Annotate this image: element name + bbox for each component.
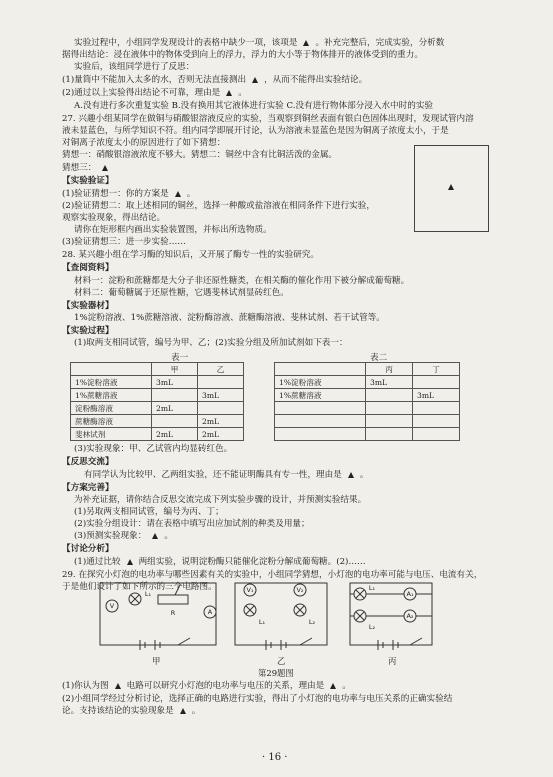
circuit-symbol-label: A [207, 608, 213, 616]
text-line: 1%淀粉溶液、1%蔗糖溶液、淀粉酶溶液、蔗糖酶溶液、斐林试剂、若干试管等。 [74, 313, 385, 323]
figure-caption: 第29题图 [258, 668, 294, 678]
section-heading: 【讨论分析】 [62, 544, 114, 554]
text-line: 材料一：淀粉和蔗糖都是大分子非还原性糖类，在相关酶的催化作用下被分解成葡萄糖。 [74, 276, 410, 286]
text-line: (2)验证猜想二：取上述相同的铜丝，选择一种酸或盐溶液在相同条件下进行实验， [62, 201, 375, 211]
page-number: · 16 · [262, 752, 288, 763]
text-line: (2)通过以上实验得出结论不可靠，理由是 。 [62, 88, 247, 98]
text-line: (3)验证猜想三：进一步实验…… [62, 237, 186, 247]
switch-icon [178, 638, 190, 645]
table-row: 淀粉酶溶液 2mL [71, 402, 244, 415]
rheostat-icon [158, 595, 188, 604]
switch-icon [300, 638, 312, 645]
text-line: 猜想一：硝酸银溶液浓度不够大。猜想二：铜丝中含有比铜活泼的金属。 [62, 150, 338, 160]
circuit-symbol-label: L₁ [144, 590, 152, 598]
table-row: 蔗糖酶溶液 2mL [71, 415, 244, 428]
circuit-symbol-label: V₁ [246, 586, 254, 594]
table-row: 斐林试剂 2mL 2mL [71, 428, 244, 441]
answer-blank-icon [180, 708, 186, 714]
text-line: (1)你认为图 电路可以研究小灯泡的电功率与电压的关系，理由是 。 [62, 681, 351, 691]
circuit-symbol-label: V₂ [296, 586, 304, 594]
switch-icon [410, 638, 422, 645]
circuit-symbol-label: L₁ [258, 618, 266, 626]
answer-blank-icon [115, 683, 121, 689]
text-line: (1)验证猜想一：你的方案是 。 [62, 189, 196, 199]
section-heading: 【查阅资料】 [62, 263, 114, 273]
text-line: 为补充证据，请你结合反思交流完成下列实验步骤的设计，并预测实验结果。 [74, 495, 367, 505]
table-row: 1%淀粉溶液 3mL [275, 376, 460, 389]
figure-label: 丙 [388, 656, 397, 666]
text-line: (3)实验现象：甲、乙试管内均显砖红色。 [74, 444, 233, 454]
text-line: (2)实验分组设计：请在表格中填写出应加试剂的种类及用量； [74, 519, 310, 529]
text-line: 对铜离子浓度太小的原因进行了如下猜想： [62, 138, 226, 148]
text-line: (1)取两支相同试管，编号为甲、乙；(2)实验分组及所加试剂如下表一： [74, 338, 348, 348]
question-29: 29. 在探究小灯泡的电功率与哪些因素有关的实验中，小组同学猜想，小灯泡的电功率可能与电压、电流有关， [62, 570, 483, 580]
text-line: 实验后，该组同学进行了反思： [74, 62, 195, 72]
text-line: (1)通过比较 两组实验，说明淀粉酶只能催化淀粉分解成葡萄糖。(2)…… [74, 557, 366, 567]
question-27: 27. 兴趣小组某同学在做铜与硝酸银溶液反应的实验，当观察到铜丝表面有银白色固体出现时，发现试管内溶 [62, 114, 474, 124]
text-line: 材料二：葡萄糖属于还原性糖，它遇斐林试剂显砖红色。 [74, 288, 289, 298]
circuit-symbol-label: V [109, 602, 115, 610]
table-row: 甲 乙 [71, 363, 244, 376]
table-row: 1%蔗糖溶液 3mL [275, 389, 460, 402]
table-row: 1%蔗糖溶液 3mL [71, 389, 244, 402]
section-heading: 【方案完善】 [62, 483, 114, 493]
section-heading: 【实验过程】 [62, 326, 114, 336]
figure-label: 甲 [152, 656, 161, 666]
circuit-symbol-label: L₂ [308, 618, 316, 626]
text-line: A.没有进行多次重复实验 B.没有换用其它液体进行实验 C.没有进行物体部分浸入水中时的实验 [74, 101, 434, 111]
answer-blank-icon [330, 683, 336, 689]
text-line: (1)量筒中不能加入太多的水，否则无法直接测出 ，从而不能得出实验结论。 [62, 75, 368, 85]
text-line: (3)预测实验现象： 。 [74, 531, 173, 541]
table-caption: 表一 [171, 353, 189, 363]
figure-label: 乙 [277, 656, 286, 666]
text-line: 请你在矩形框内画出实验装置图，并标出所选物质。 [74, 225, 272, 235]
circuit-symbol-label: A₁ [406, 590, 414, 598]
question-28: 28. 某兴趣小组在学习酶的知识后，又开展了酶专一性的实验研究。 [62, 250, 320, 260]
table-row: 1%淀粉溶液 3mL [71, 376, 244, 389]
circuit-symbol-label: L₂ [368, 623, 376, 631]
circuit-symbol-label: A₂ [406, 612, 414, 620]
text-line: (2)小组同学经过分析讨论，选择正确的电路进行实验，得出了小灯泡的电功率与电压关系的正确实验结 [62, 694, 453, 704]
table-caption: 表二 [370, 353, 388, 363]
section-heading: 【实验验证】 [62, 176, 114, 186]
text-line: (1)另取两支相同试管，编号为丙、丁； [74, 507, 224, 517]
section-heading: 【反思交流】 [62, 457, 114, 467]
text-line: 实验过程中，小组同学发现设计的表格中缺少一项，该项是 。补充完整后，完成实验，分析数 [74, 38, 445, 48]
text-line: 液未显蓝色，与所学知识不符。组内同学即展开讨论，认为溶液未显蓝色是因为铜离子浓度太小，于是 [62, 126, 449, 136]
text-line: 有同学认为比较甲、乙两组实验，还不能证明酶具有专一性，理由是 。 [84, 470, 369, 480]
text-line: 观察实验现象，得出结论。 [62, 213, 166, 223]
circuit-symbol-label: L₁ [368, 584, 376, 592]
circuit-symbol-label: R [170, 609, 176, 617]
section-heading: 【实验器材】 [62, 301, 114, 311]
circuit-jia-frame [100, 583, 216, 645]
text-line: 论。支持该结论的实验现象是 。 [62, 706, 201, 716]
text-line: 猜想三： [62, 163, 114, 174]
table-row: 丙 丁 [275, 363, 460, 376]
text-line: 于是他们设计了如下所示的三个电路图。 [62, 582, 217, 592]
text-line: 据得出结论：浸在液体中的物体受到向上的浮力，浮力的大小等于物体排开的液体受到的重力。 [62, 50, 423, 60]
